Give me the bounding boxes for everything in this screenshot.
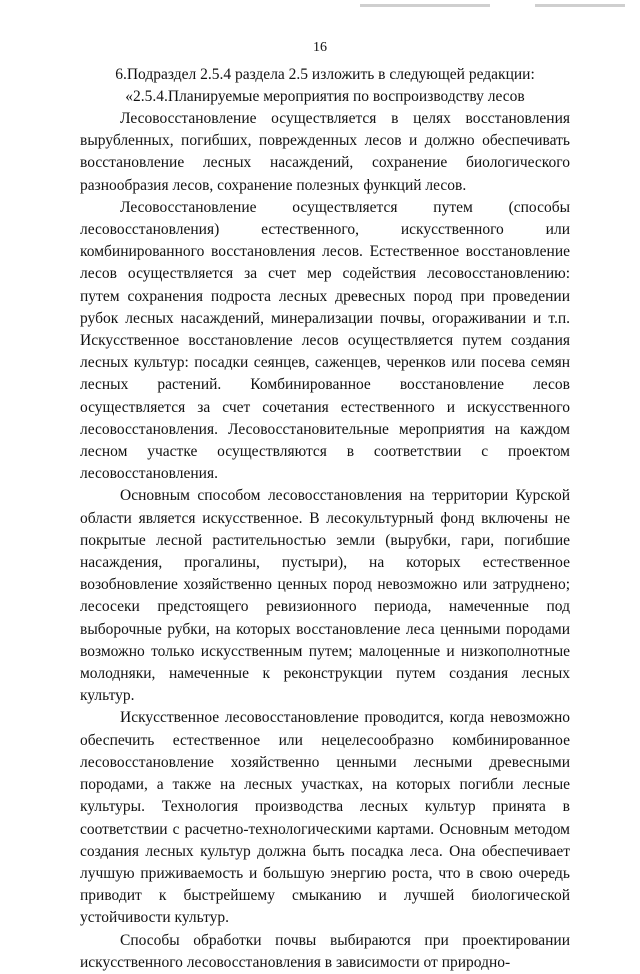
- paragraph: Способы обработки почвы выбираются при проектировании искусственного лесовосстановления в зависимости от природно-: [80, 931, 570, 971]
- section-header: [80, 64, 570, 108]
- page-number: 16: [313, 40, 327, 55]
- body-text: [80, 108, 570, 974]
- scan-artifact: [360, 4, 490, 7]
- paragraph: Искусственное лесовосстановление проводится, когда невозможно обеспечить естественное или нецелесообразно комбинированное лесовосстановление хозяйственно ценными лесными древесными породами, а также на лесных участках, на которых погибли лесные культуры. Технология производства лесных культур принята в соответствии с расчетно-технологическими картами. Основным методом создания лесных культур должна быть посадка леса. Она обеспечивает лучшую приживаемость и большую энергию роста, что в свою очередь приводит к быстрейшему смыканию и лучшей биологической устойчивости культур.: [80, 709, 570, 927]
- scan-artifact: [535, 4, 625, 7]
- amendment-line: 6.Подраздел 2.5.4 раздела 2.5 изложить в следующей редакции:: [115, 66, 535, 83]
- paragraph: Лесовосстановление осуществляется путем (способы лесовосстановления) естественного, искусственного или комбинированного восстановления лесов. Естественное восстановление лесов осуществляется за счет мер содействия лесовосстановлению: путем сохранения подроста лесных древесных пород при проведении рубок лесных насаждений, минерализации почвы, огораживании и т.п. Искусственное восстановление лесов осуществляется путем создания лесных культур: посадки сеянцев, саженцев, черенков или посева семян лесных растений. Комбинированное восстановление лесов осуществляется за счет сочетания естественного и искусственного лесовосстановления. Лесовосстановительные мероприятия на каждом лесном участке осуществляются в соответствии с проектом лесовосстановления.: [80, 198, 570, 483]
- paragraph: Основным способом лесовосстановления на территории Курской области является искусственное. В лесокультурный фонд включены не покрытые лесной растительностью земли (вырубки, гари, погибшие насаждения, прогалины, пустыри), на которых естественное возобновление хозяйственно ценных пород невозможно или затруднено; лесосеки предстоящего ревизионного периода, намеченные под выборочные рубки, на которых восстановление леса ценными породами возможно только искусственным путем; малоценные и низкополнотные молодняки, намеченные к реконструкции путем создания лесных культур.: [80, 487, 570, 705]
- paragraph: Лесовосстановление осуществляется в целях восстановления вырубленных, погибших, поврежденных лесов и должно обеспечивать восстановление лесных насаждений, сохранение биологического разнообразия лесов, сохранение полезных функций лесов.: [80, 110, 570, 194]
- section-title: «2.5.4.Планируемые мероприятия по воспроизводству лесов: [125, 88, 525, 105]
